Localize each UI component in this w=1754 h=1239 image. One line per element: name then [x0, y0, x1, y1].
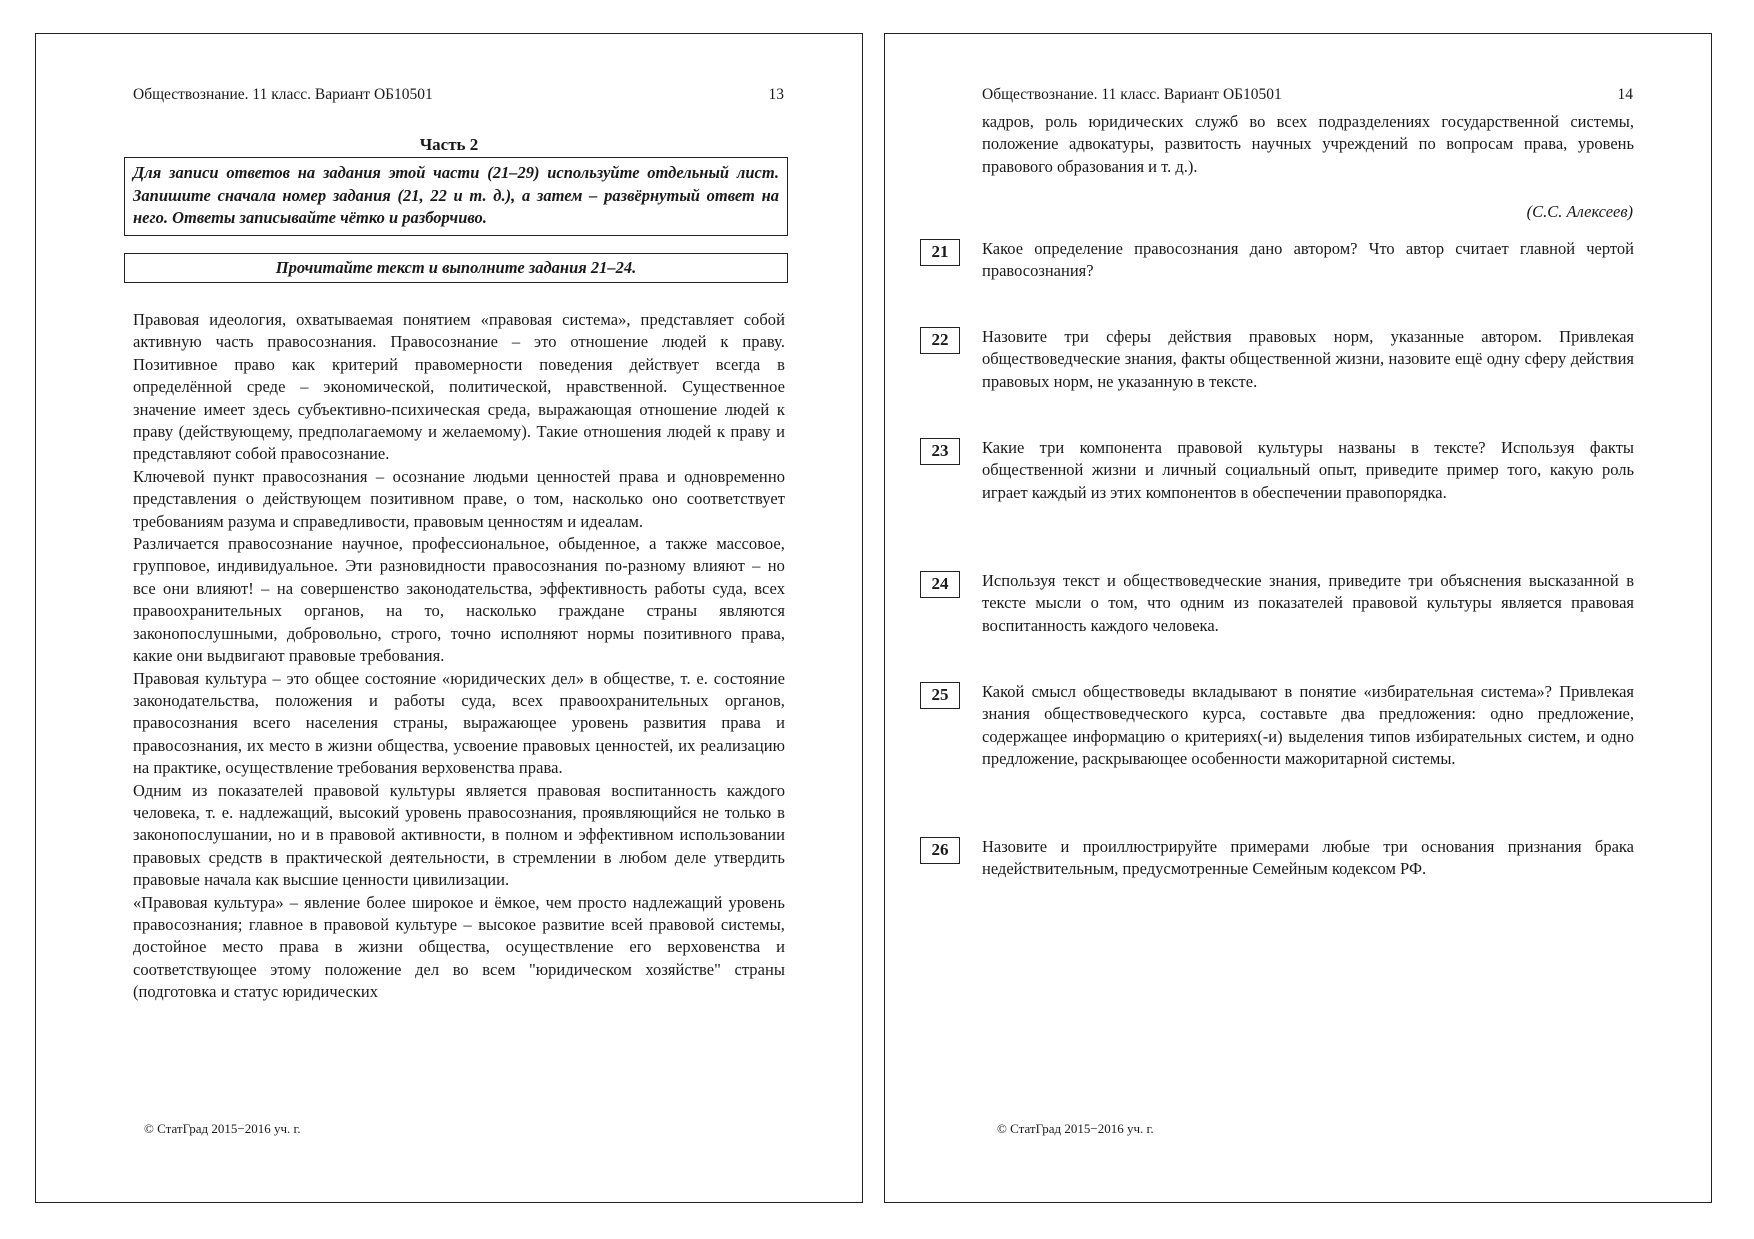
task-number-box: 26: [920, 837, 960, 864]
read-instruction-box: Прочитайте текст и выполните задания 21–24.: [124, 253, 788, 283]
paragraph: Правовая идеология, охватываемая понятием «правовая система», представляет собой активную часть правосознания. Правосознание – это отношение людей к праву. Позитивное право как критерий правомерности поведения действует всегда в определённой среде – экономической, политической, нравственной. Существенное значение имеет здесь субъективно-психическая среда, выражающая отношение людей к праву (действующему, предполагаемому и желаемому). Такие отношения людей к праву и представляют собой правосознание.: [133, 310, 785, 464]
header-title: Обществознание. 11 класс. Вариант ОБ10501: [982, 86, 1282, 103]
task-25: [920, 681, 1634, 771]
header-title: Обществознание. 11 класс. Вариант ОБ10501: [133, 86, 433, 103]
task-text: Какое определение правосознания дано автором? Что автор считает главной чертой правосознания?: [982, 239, 1634, 281]
paragraph: Правовая культура – это общее состояние «юридических дел» в обществе, т. е. состояние законодательства, положения и работы суда, всех правоохранительных органов, правосознания всего населения страны, выражающее уровень развития права и правосознания, их место в жизни общества, усвоение правовых ценностей, их реализацию на практике, осуществление требования верховенства права.: [133, 668, 785, 778]
source-text-continuation: [982, 111, 1634, 178]
page-header: [133, 86, 784, 104]
paragraph: Ключевой пункт правосознания – осознание людьми ценностей права и одновременно представления о действующем позитивном праве, о том, насколько оно соответствует требованиям разума и справедливости, правовым ценностям и идеалам.: [133, 466, 785, 531]
instruction-box: Для записи ответов на задания этой части (21–29) используйте отдельный лист. Запишите сначала номер задания (21, 22 и т. д.), а затем – развёрнутый ответ на него. Ответы записывайте чётко и разборчиво.: [124, 157, 788, 236]
task-22: [920, 326, 1634, 393]
page-footer: © СтатГрад 2015−2016 уч. г.: [144, 1121, 301, 1136]
task-text: Назовите и проиллюстрируйте примерами любые три основания признания брака недействительным, предусмотренные Семейным кодексом РФ.: [982, 837, 1634, 879]
page-header: [982, 86, 1633, 104]
task-24: [920, 570, 1634, 637]
task-text: Какие три компонента правовой культуры названы в тексте? Используя факты общественной жизни и личный социальный опыт, приведите пример того, какую роль играет каждый из этих компонентов в обеспечении правопорядка.: [982, 438, 1634, 502]
paragraph: Одним из показателей правовой культуры является правовая воспитанность каждого человека, т. е. надлежащий, высокий уровень правосознания, проявляющийся не только в законопослушании, но и в правовой активности, в полном и эффективном использовании правовых средств в практической деятельности, в стремлении в любом деле утвердить правовые начала как высшие ценности цивилизации.: [133, 780, 785, 890]
source-author: (С.С. Алексеев): [1526, 202, 1633, 221]
page-14: [884, 33, 1712, 1203]
page-number: 13: [768, 86, 784, 103]
task-number-box: 21: [920, 239, 960, 266]
task-number-box: 25: [920, 682, 960, 709]
page-footer: © СтатГрад 2015−2016 уч. г.: [997, 1121, 1154, 1136]
task-text: Используя текст и обществоведческие знания, приведите три объяснения высказанной в тексте мысли о том, что одним из показателей правовой культуры является правовая воспитанность каждого человека.: [982, 571, 1634, 635]
task-number-box: 22: [920, 327, 960, 354]
part-title: Часть 2: [419, 135, 479, 154]
task-number-box: 23: [920, 438, 960, 465]
task-text: Какой смысл обществоведы вкладывают в понятие «избирательная система»? Привлекая знания обществоведческого курса, составьте два предложения: одно предложение, содержащее информацию о критериях(-и) выделения типов избирательных систем, и одно предложение, раскрывающее особенности мажоритарной системы.: [982, 682, 1634, 769]
paragraph: «Правовая культура» – явление более широкое и ёмкое, чем просто надлежащий уровень правосознания; главное в правовой культуре – высокое развитие всей правовой системы, достойное место права в жизни общества, осуществление его верховенства и соответствующее этому положение дел во всем "юридическом хозяйстве" страны (подготовка и статус юридических: [133, 892, 785, 1002]
paragraph: кадров, роль юридических служб во всех подразделениях государственной системы, положение адвокатуры, развитость научных учреждений по вопросам права, уровень правового образования и т. д.).: [982, 112, 1634, 176]
task-26: [920, 836, 1634, 881]
source-text: [133, 309, 785, 1004]
paragraph: Различается правосознание научное, профессиональное, обыденное, а также массовое, групповое, индивидуальное. Эти разновидности правосознания по-разному влияют – но все они влияют! – на совершенство законодательства, эффективность работы суда, всех правоохранительных органов, на то, насколько граждане страны являются законопослушными, добровольно, строго, точно исполняют нормы позитивного права, какие они выдвигают правовые требования.: [133, 534, 785, 666]
page-number: 14: [1617, 86, 1633, 103]
task-21: [920, 238, 1634, 283]
task-number-box: 24: [920, 571, 960, 598]
task-text: Назовите три сферы действия правовых норм, указанные автором. Привлекая обществоведческие знания, факты общественной жизни, назовите ещё одну сферу действия правовых норм, не указанную в тексте.: [982, 327, 1634, 391]
task-23: [920, 437, 1634, 504]
page-13: [35, 33, 863, 1203]
